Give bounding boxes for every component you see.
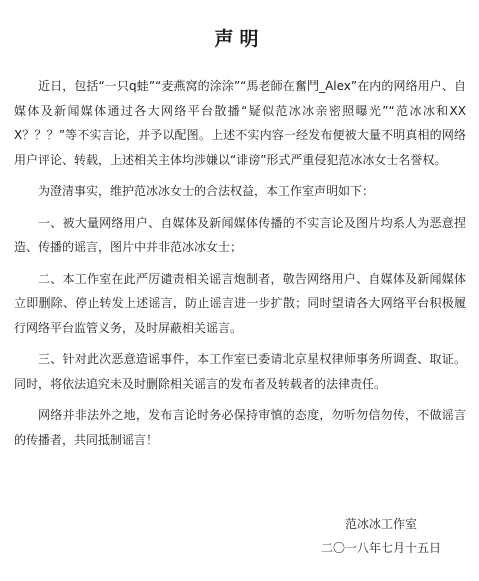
document-title: 声明 (214, 28, 265, 50)
paragraph-point-two: 二、本工作室在此严厉谴责相关谣言炮制者，敬告网络用户、自媒体及新闻媒体立即删除、停止转发上述谣言，防止谣言进一步扩散；同时望请各大网络平台积极履行网络平台监管义务，及时屏蔽相关谣言。 (14, 271, 466, 335)
signature-issuer: 范冰冰工作室 (344, 517, 417, 531)
paragraph-intro: 近日，包括“一只q蛙”“麦燕窝的涂涂”“馬老師在奮鬥_Alex”在内的网络用户、自媒体及新闻媒体通过各大网络平台散播“疑似范冰冰亲密照曝光”“范冰冰和XXX？？？”等不实言论，并予以配图。上述不实内容一经发布便被大量不明真相的网络用户评论、转载，上述相关主体均涉嫌以“诽谤”形式严重侵犯范冰冰女士名誉权。 (14, 79, 466, 167)
document-body (14, 74, 466, 459)
paragraph-declaration-lead: 为澄清事实，维护范冰冰女士的合法权益，本工作室声明如下： (38, 184, 375, 198)
paragraph-point-three: 三、针对此次恶意造谣事件，本工作室已委请北京星权律师事务所调查、取证。同时，将依法追究未及时删除相关谣言的发布者及转载者的法律责任。 (14, 352, 466, 391)
signature-block (321, 512, 441, 560)
paragraph-point-one: 一、被大量网络用户、自媒体及新闻媒体传播的不实言论及图片均系人为恶意捏造、传播的谣言，图片中并非范冰冰女士； (14, 215, 466, 254)
signature-date: 二〇一八年七月十五日 (320, 541, 441, 555)
paragraph-closing: 网络并非法外之地，发布言论时务必保持审慎的态度，勿听勿信勿传，不做谣言的传播者，共同抵制谣言！ (14, 408, 466, 447)
